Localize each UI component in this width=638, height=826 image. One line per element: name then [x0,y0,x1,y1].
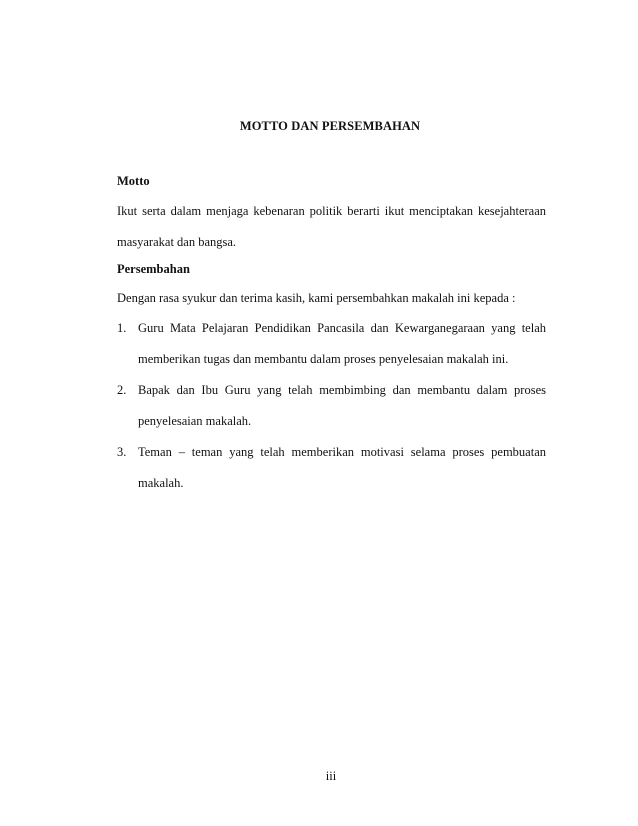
persembahan-list [117,313,546,499]
motto-line-2: masyarakat dan bangsa. [117,235,237,249]
persembahan-intro-line: Dengan rasa syukur dan terima kasih, kami persembahkan makalah ini kepada : [117,291,516,305]
list-item [117,437,546,499]
persembahan-intro [117,283,546,314]
list-item-line: makalah. [138,476,184,490]
list-item-number: 1. [117,321,127,335]
motto-line-1: Ikut serta dalam menjaga kebenaran politik berarti ikut menciptakan kesejahteraan [117,204,546,218]
list-item-line: Teman – teman yang telah memberikan motivasi selama proses pembuatan [138,445,546,459]
motto-heading: Motto [117,174,150,188]
list-item-line: penyelesaian makalah. [138,414,252,428]
list-item-number: 3. [117,445,127,459]
persembahan-heading: Persembahan [117,262,190,276]
list-item-line: Bapak dan Ibu Guru yang telah membimbing dan membantu dalam proses [138,383,546,397]
page-number: iii [325,769,337,783]
list-item [117,375,546,437]
motto-text [117,196,546,258]
list-item [117,313,546,375]
list-item-line: memberikan tugas dan membantu dalam proses penyelesaian makalah ini. [138,352,509,366]
list-item-number: 2. [117,383,127,397]
page-title: MOTTO DAN PERSEMBAHAN [239,119,421,133]
list-item-line: Guru Mata Pelajaran Pendidikan Pancasila dan Kewarganegaraan yang telah [138,321,546,335]
